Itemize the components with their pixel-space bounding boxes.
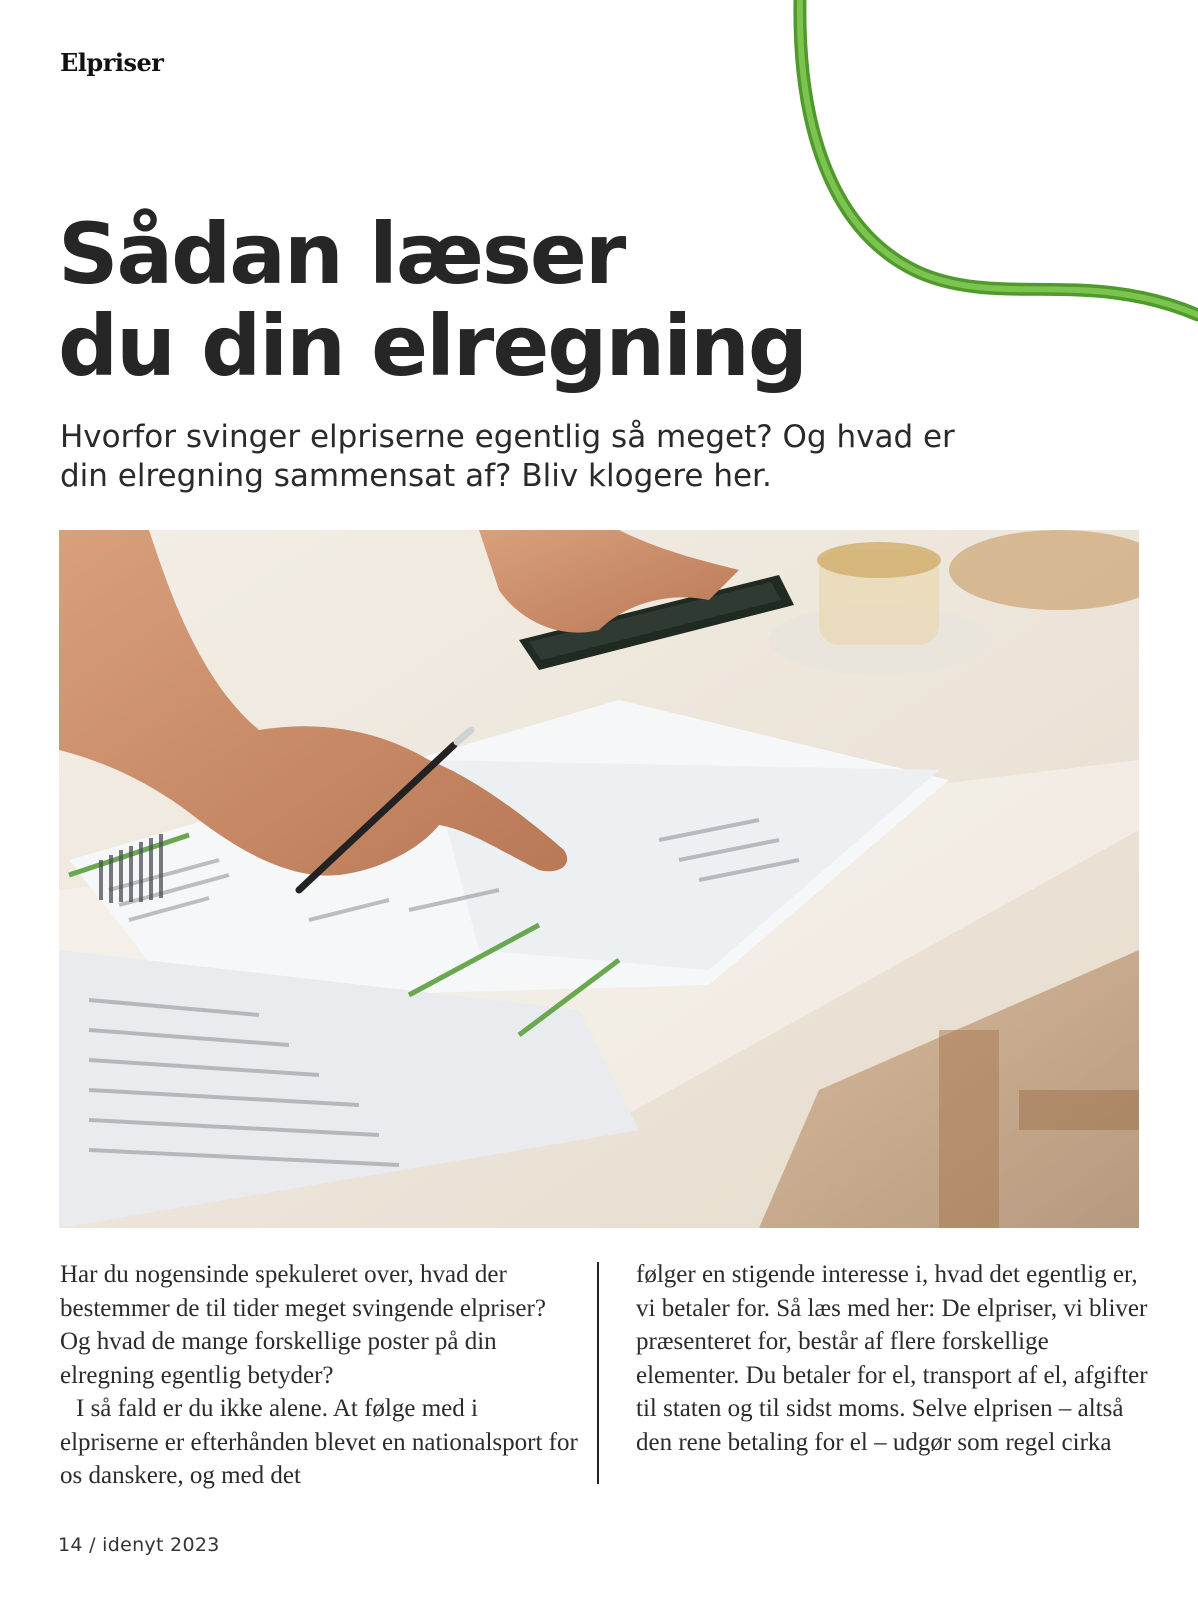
body-paragraph: Har du nogensinde spekuleret over, hvad der bestemmer de til tider meget svingende elpriser? Og hvad de mange forskellige poster på din elregning egentlig betyder? xyxy=(60,1261,546,1389)
body-column-right xyxy=(636,1258,1151,1459)
photo-illustration xyxy=(59,530,1139,1228)
article-headline: Sådan læser du din elregning xyxy=(58,205,806,395)
article-subheadline: Hvorfor svinger elpriserne egentlig så meget? Og hvad er din elregning sammensat af? Bliv klogere her. xyxy=(60,419,955,494)
body-paragraph: følger en stigende interesse i, hvad det egentlig er, vi betaler for. Så læs med her: De elpriser, vi bliver præsenteret for, består af flere forskellige elementer. Du betaler for el, transport af el, afgifter til staten og til sidst moms. Selve elprisen – altså den rene betaling for el – udgør som regel cirka xyxy=(636,1261,1148,1456)
green-curve-decoration xyxy=(758,0,1198,330)
body-paragraph: I så fald er du ikke alene. At følge med i elpriserne er efterhånden blevet en nationalsport for os danskere, og med det xyxy=(60,1395,578,1489)
page-footer: 14 / idenyt 2023 xyxy=(58,1534,220,1556)
section-label: Elpriser xyxy=(60,48,164,77)
body-column-left xyxy=(60,1258,580,1493)
article-photo xyxy=(59,530,1139,1228)
column-divider xyxy=(597,1262,599,1484)
